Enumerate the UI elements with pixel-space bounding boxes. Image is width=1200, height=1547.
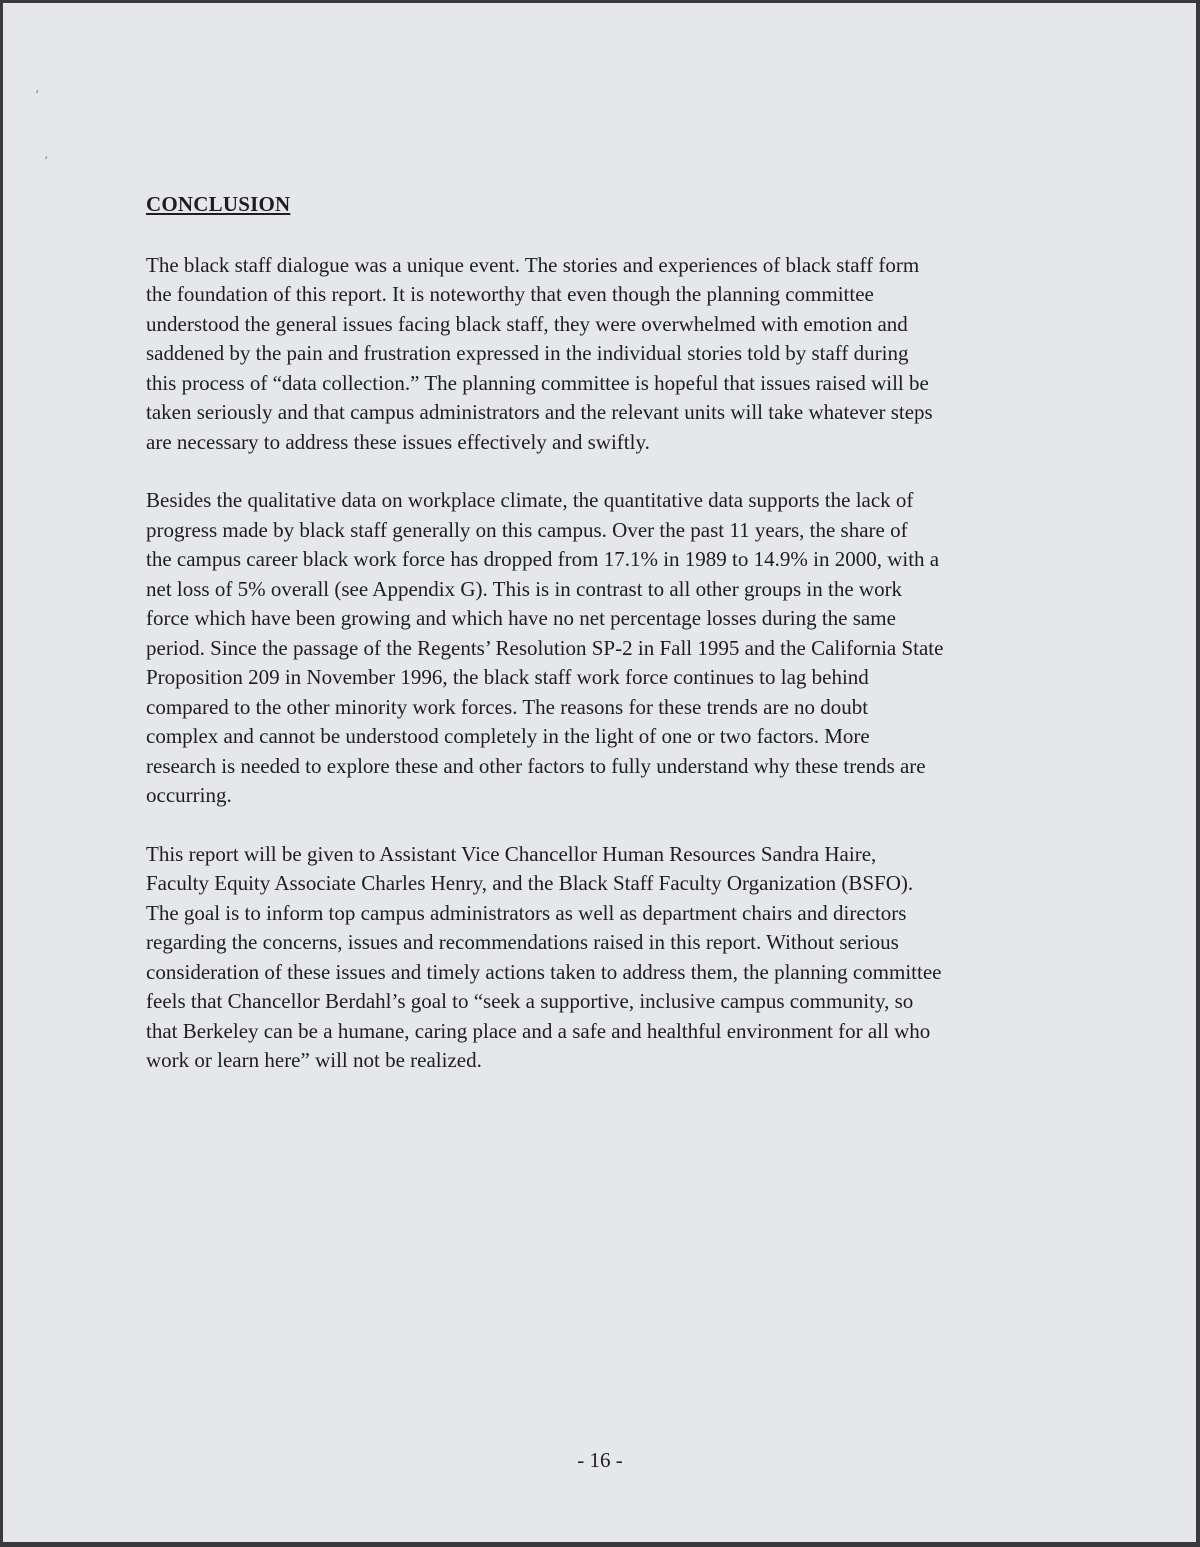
- text-line: complex and cannot be understood completely in the light of one or two factors. More: [146, 724, 870, 748]
- text-line: this process of “data collection.” The planning committee is hopeful that issues raised will be: [146, 370, 929, 395]
- document-body: [146, 190, 1031, 1105]
- paragraph-3: [146, 840, 1031, 1076]
- text-line: that Berkeley can be a humane, caring place and a safe and healthful environment for all who: [146, 1018, 931, 1043]
- paragraph-2: [146, 486, 1031, 811]
- text-line: consideration of these issues and timely actions taken to address them, the planning committee: [146, 959, 942, 984]
- text-line: taken seriously and that campus administrators and the relevant units will take whatever steps: [146, 400, 933, 424]
- text-line: compared to the other minority work forces. The reasons for these trends are no doubt: [146, 694, 869, 719]
- text-line: net loss of 5% overall (see Appendix G). This is in contrast to all other groups in the work: [146, 576, 903, 601]
- scan-speck-mark: ′: [45, 153, 48, 167]
- text-line: work or learn here” will not be realized.: [146, 1048, 482, 1072]
- text-line: occurring.: [146, 783, 232, 807]
- text-line: progress made by black staff generally on this campus. Over the past 11 years, the share of: [146, 517, 908, 542]
- text-line: research is needed to explore these and other factors to fully understand why these trends are: [146, 753, 926, 778]
- page-number: - 16 -: [577, 1448, 623, 1472]
- text-line: regarding the concerns, issues and recommendations raised in this report. Without serious: [146, 930, 899, 954]
- section-heading: CONCLUSION: [146, 192, 291, 216]
- text-line: Faculty Equity Associate Charles Henry, and the Black Staff Faculty Organization (BSFO).: [146, 871, 914, 895]
- text-line: period. Since the passage of the Regents’ Resolution SP-2 in Fall 1995 and the California State: [146, 635, 944, 660]
- scan-speck-mark: ′: [36, 87, 39, 101]
- text-line: understood the general issues facing black staff, they were overwhelmed with emotion and: [146, 311, 908, 336]
- text-line: saddened by the pain and frustration expressed in the individual stories told by staff during: [146, 341, 909, 365]
- paragraph-1: [146, 251, 1031, 458]
- text-line: The goal is to inform top campus administrators as well as department chairs and directors: [146, 900, 907, 925]
- text-line: Besides the qualitative data on workplace climate, the quantitative data supports the lack of: [146, 488, 914, 512]
- text-line: force which have been growing and which have no net percentage losses during the same: [146, 606, 896, 630]
- text-line: feels that Chancellor Berdahl’s goal to “seek a supportive, inclusive campus community, so: [146, 989, 914, 1013]
- text-line: The black staff dialogue was a unique event. The stories and experiences of black staff form: [146, 252, 920, 277]
- text-line: the foundation of this report. It is noteworthy that even though the planning committee: [146, 282, 874, 306]
- document-page: [3, 3, 1196, 1542]
- text-line: Proposition 209 in November 1996, the black staff work force continues to lag behind: [146, 665, 869, 689]
- text-line: are necessary to address these issues effectively and swiftly.: [146, 429, 650, 454]
- text-line: This report will be given to Assistant Vice Chancellor Human Resources Sandra Haire,: [146, 841, 877, 866]
- text-line: the campus career black work force has dropped from 17.1% in 1989 to 14.9% in 2000, with a: [146, 547, 940, 571]
